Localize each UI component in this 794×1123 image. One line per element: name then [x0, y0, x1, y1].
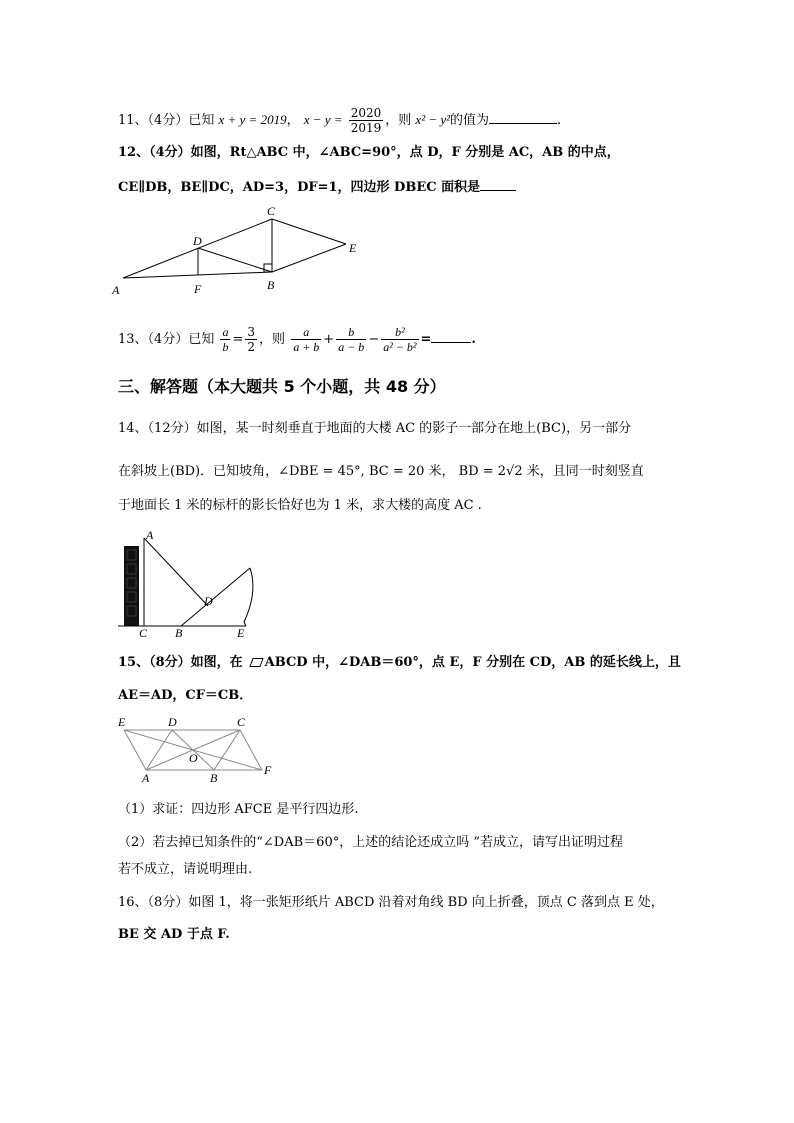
q12-figure	[110, 200, 370, 300]
label-C: C	[237, 715, 246, 729]
label-A: A	[142, 771, 150, 785]
question-15-part2-line2: 若不成立，请说明理由.	[118, 862, 253, 877]
section-heading: 三、解答题（本大题共 5 个小题，共 48 分）	[118, 377, 446, 396]
label-C: C	[267, 204, 276, 218]
label-O: O	[189, 751, 198, 765]
label-E: E	[118, 715, 126, 729]
answer-blank[interactable]	[480, 177, 516, 191]
answer-blank[interactable]	[489, 110, 557, 124]
q11-expr1: x + y = 2019	[218, 112, 287, 127]
label-A: A	[146, 528, 154, 542]
question-15-line2: AE＝AD，CF＝CB．	[118, 688, 253, 703]
parallelogram-icon	[249, 658, 263, 667]
question-14-line2: 在斜坡上(BD)．已知坡角，∠DBE = 45°, BC = 20 米， BD = 2√2 米，且同一时刻竖直	[118, 464, 644, 479]
question-15-line1: 15、（8分）如图，在 ABCD 中，∠DAB＝60°，点 E，F 分别在 CD，AB 的延长线上，且	[118, 655, 681, 670]
label-D: D	[204, 594, 213, 608]
q11-expr3: x² − y²	[415, 112, 451, 127]
question-14-line3: 于地面长 1 米的标杆的影长恰好也为 1 米，求大楼的高度 AC .	[118, 498, 482, 513]
question-12-line1: 12、（4分）如图，Rt△ABC 中，∠ABC=90°，点 D，F 分别是 AC，AB 的中点，	[118, 145, 620, 160]
label-B: B	[267, 278, 275, 292]
label-C: C	[139, 626, 148, 640]
q11-fraction: $\frac{2020}{2019}$	[350, 106, 382, 135]
question-13: 13、（4分）已知 $\frac{a}{b}$ = $\frac{3}{2}$ ，则 $\frac{a}{a + b}$ + $\frac{b}{a - b}$ − $\frac{\text{b²}}{\text{a² − b²}}$ = .	[118, 325, 476, 354]
question-11: 11、（4分）已知 x + y = 2019， x − y = $\frac{2020}{2019}$ ，则 x² − y²的值为 .	[118, 106, 562, 135]
question-14-line1: 14、（12分）如图，某一时刻垂直于地面的大楼 AC 的影子一部分在地上(BC)，另一部分	[118, 421, 632, 436]
label-F: F	[264, 763, 272, 777]
q11-expr2: x − y =	[303, 112, 343, 127]
answer-blank[interactable]	[431, 329, 471, 343]
q15-figure	[116, 712, 276, 784]
label-F: F	[194, 282, 202, 296]
question-15-part1: （1）求证：四边形 AFCE 是平行四边形.	[118, 802, 359, 817]
label-D: D	[193, 234, 202, 248]
label-B: B	[175, 626, 183, 640]
label-A: A	[112, 283, 120, 297]
question-12-line2: CE∥DB，BE∥DC，AD=3，DF=1，四边形 DBEC 面积是	[118, 177, 516, 198]
label-E: E	[349, 241, 357, 255]
label-E: E	[237, 626, 245, 640]
question-16-line1: 16、（8分）如图 1，将一张矩形纸片 ABCD 沿着对角线 BD 向上折叠，顶点 C 落到点 E 处，	[118, 895, 664, 910]
question-16-line2: BE 交 AD 于点 F.	[118, 927, 230, 942]
question-15-part2-line1: （2）若去掉已知条件的“∠DAB＝60°，上述的结论还成立吗 ”若成立，请写出证明过程	[118, 835, 623, 850]
label-D: D	[168, 715, 177, 729]
q14-figure	[116, 530, 276, 642]
building	[124, 546, 139, 626]
label-B: B	[210, 771, 218, 785]
